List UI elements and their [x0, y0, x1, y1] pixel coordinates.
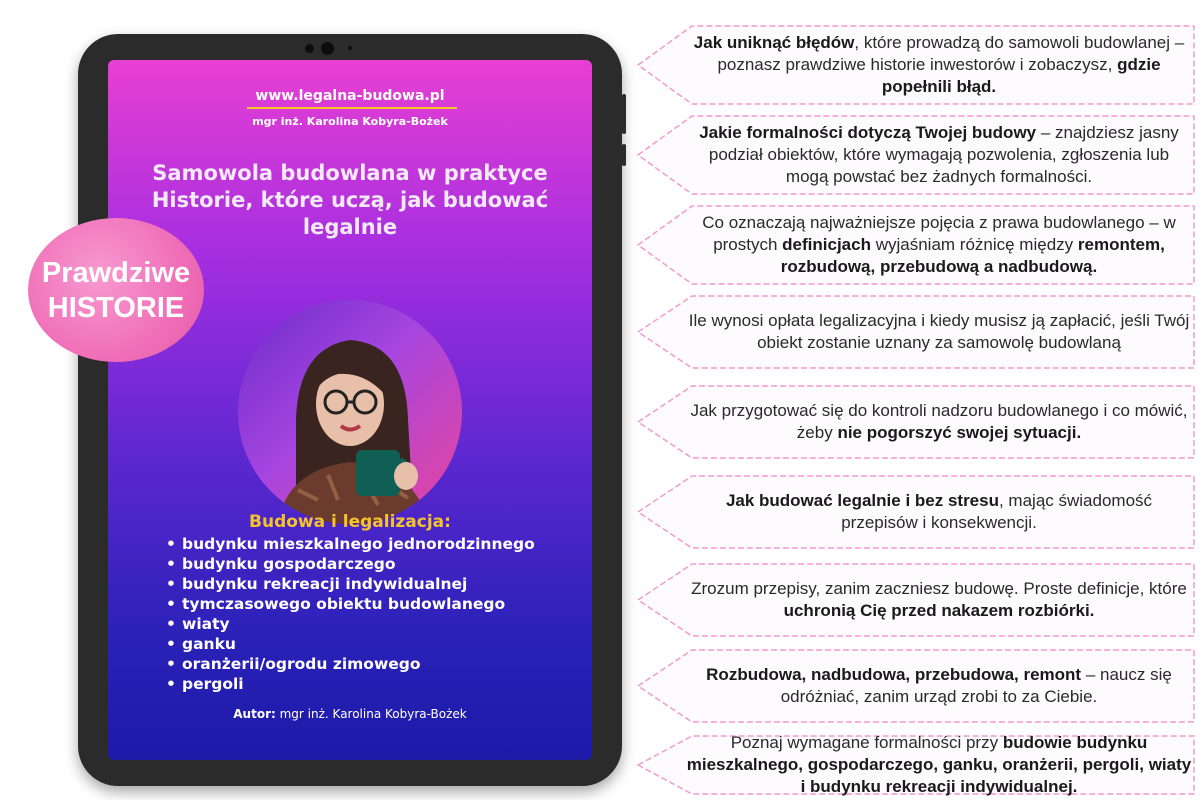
benefit-panel	[636, 734, 1198, 796]
ebook-cover	[108, 60, 592, 760]
book-title-line: Historie, które uczą, jak budować	[151, 188, 549, 212]
author-portrait	[238, 300, 462, 524]
bold-text: uchronią Cię przed nakazem rozbiórki.	[783, 601, 1095, 620]
list-item: • budynku mieszkalnego jednorodzinnego	[164, 534, 535, 554]
list-item: • pergoli	[164, 674, 535, 694]
book-title-line: Samowola budowlana w praktyce	[152, 161, 548, 185]
bold-text: Jakie formalności dotyczą Twojej budowy	[699, 123, 1037, 142]
benefit-panel	[636, 204, 1198, 286]
book-title	[128, 160, 572, 241]
author-portrait-illustration	[238, 300, 462, 524]
author-name-bottom: mgr inż. Karolina Kobyra-Bożek	[275, 707, 467, 721]
benefit-panel-text	[686, 384, 1192, 460]
bold-text: gdzie popełnili błąd.	[881, 55, 1161, 96]
bold-text: Jak uniknąć błędów	[693, 33, 855, 52]
list-item: • oranżerii/ogrodu zimowego	[164, 654, 535, 674]
bold-text: definicjach	[782, 235, 871, 254]
benefit-panel-text	[686, 648, 1192, 724]
bold-text: remontem, rozbudową, przebudową a nadbudową.	[780, 235, 1165, 276]
tablet-top-button	[622, 144, 626, 166]
bold-text: nie pogorszyć swojej sytuacji.	[837, 423, 1082, 442]
benefit-panel	[636, 384, 1198, 460]
benefit-panel-paragraph	[686, 32, 1192, 98]
badge-line-1: Prawdziwe	[41, 257, 191, 289]
benefit-panel-paragraph	[686, 122, 1192, 188]
benefit-panel-text	[686, 294, 1192, 370]
text-segment: Zrozum przepisy, zanim zaczniesz budowę. Proste definicje, które	[691, 579, 1187, 598]
camera-dot-right	[348, 46, 352, 50]
benefit-panel-text	[686, 474, 1192, 550]
benefit-panel-text	[686, 114, 1192, 196]
camera-dot-left	[305, 44, 314, 53]
benefit-panel	[636, 114, 1198, 196]
benefit-panel-paragraph	[686, 490, 1192, 534]
real-stories-badge	[28, 218, 204, 362]
text-segment: Co oznaczają najważniejsze pojęcia z prawa budowlanego – w prostych	[702, 213, 1176, 254]
list-item: • budynku gospodarczego	[164, 554, 535, 574]
benefit-panel-paragraph	[686, 212, 1192, 278]
benefit-panel	[636, 474, 1198, 550]
text-segment: Jak przygotować się do kontroli nadzoru budowlanego i co mówić, żeby	[690, 401, 1188, 442]
text-segment: – naucz się odróżniać, zanim urząd zrobi to za Ciebie.	[780, 665, 1172, 706]
bold-text: Jak budować legalnie i bez stresu	[725, 491, 999, 510]
camera-lens	[321, 42, 334, 55]
list-item: • tymczasowego obiektu budowlanego	[164, 594, 535, 614]
benefit-panel-paragraph	[686, 732, 1192, 798]
topics-list	[164, 534, 535, 694]
text-segment: wyjaśniam różnicę między	[870, 235, 1078, 254]
text-segment: , które prowadzą do samowoli budowlanej – poznasz prawdziwe historie inwestorów i zobaczysz,	[717, 33, 1185, 74]
benefit-panel	[636, 24, 1198, 106]
badge-line-2: HISTORIE	[47, 292, 185, 324]
author-name-top: mgr inż. Karolina Kobyra-Bożek	[252, 115, 448, 128]
tablet-side-button	[622, 94, 626, 134]
list-item: • ganku	[164, 634, 535, 654]
text-segment: Ile wynosi opłata legalizacyjna i kiedy musisz ją zapłacić, jeśli Twój obiekt zostanie uznany za samowolę budowlaną	[688, 311, 1190, 352]
website-url: www.legalna-budowa.pl	[255, 88, 445, 104]
author-credit	[108, 707, 592, 721]
benefit-panel	[636, 562, 1198, 638]
benefit-panel-paragraph	[686, 664, 1192, 708]
text-segment: Poznaj wymagane formalności przy	[730, 733, 1003, 752]
book-title-line: legalnie	[302, 215, 398, 239]
text-segment: – znajdziesz jasny podział obiektów, które wymagają pozwolenia, zgłoszenia lub mogą powstać bez żadnych formalności.	[708, 123, 1179, 186]
url-underline	[247, 107, 457, 109]
benefit-panel	[636, 294, 1198, 370]
list-item: • wiaty	[164, 614, 535, 634]
topics-heading: Budowa i legalizacja:	[249, 512, 451, 532]
bold-text: budowie budynku mieszkalnego, gospodarczego, ganku, oranżerii, pergoli, wiaty i budynku rekreacji indywidualnej.	[686, 733, 1192, 796]
benefit-panel-text	[686, 562, 1192, 638]
benefit-panel-paragraph	[686, 400, 1192, 444]
tablet-device	[78, 34, 622, 786]
benefit-panel	[636, 648, 1198, 724]
author-label: Autor:	[233, 707, 276, 721]
text-segment: , mając świadomość przepisów i konsekwencji.	[841, 491, 1153, 532]
benefit-panel-text	[686, 24, 1192, 106]
benefit-panel-paragraph	[686, 310, 1192, 354]
benefit-panel-text	[686, 734, 1192, 796]
benefit-panel-text	[686, 204, 1192, 286]
list-item: • budynku rekreacji indywidualnej	[164, 574, 535, 594]
bold-text: Rozbudowa, nadbudowa, przebudowa, remont	[706, 665, 1082, 684]
benefit-panel-paragraph	[686, 578, 1192, 622]
